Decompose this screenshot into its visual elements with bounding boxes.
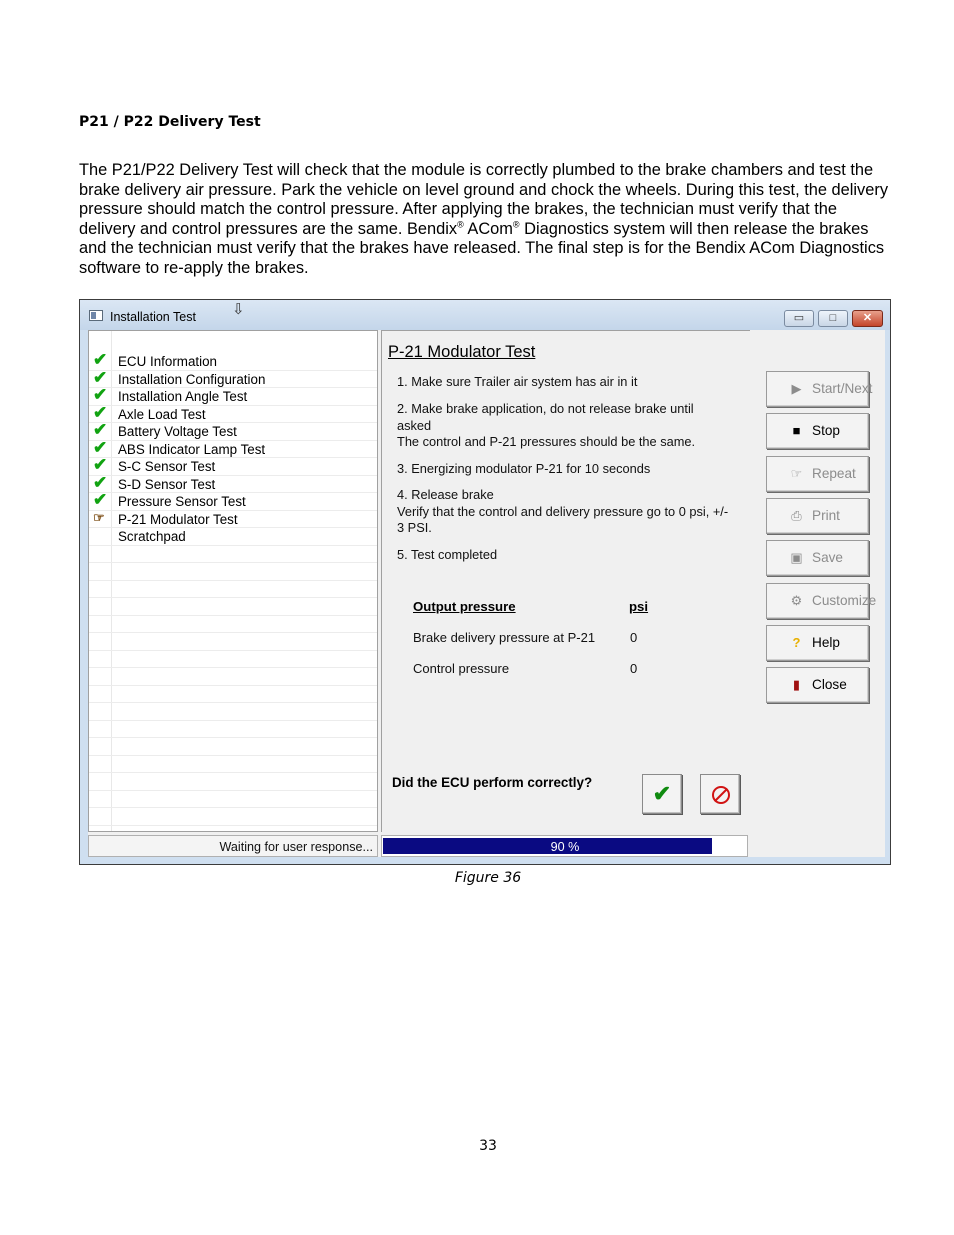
- repeat-icon: ☞: [790, 465, 803, 481]
- exit-door-icon: ▮: [792, 677, 801, 693]
- mouse-cursor-icon: ⇩: [232, 301, 245, 318]
- button-label: Customize: [812, 592, 877, 608]
- check-icon: ✔: [93, 490, 108, 509]
- button-column: [752, 330, 885, 832]
- yes-button[interactable]: [642, 774, 682, 814]
- list-item-label: S-D Sensor Test: [118, 476, 216, 492]
- check-icon: ✔: [93, 402, 108, 422]
- intro-paragraph: [79, 161, 894, 279]
- button-label: Repeat: [812, 465, 856, 481]
- test-panel: [381, 330, 750, 832]
- list-item-empty: [89, 686, 378, 704]
- maximize-button[interactable]: □: [818, 310, 848, 327]
- output-row-label: Brake delivery pressure at P-21: [413, 630, 596, 645]
- list-item[interactable]: [89, 385, 378, 406]
- window-close-button[interactable]: ✕: [852, 310, 883, 327]
- list-item[interactable]: [89, 420, 378, 441]
- button-label: Close: [812, 677, 847, 693]
- list-item-label: Installation Configuration: [118, 371, 266, 387]
- progress-bar: [381, 835, 748, 857]
- no-button[interactable]: [700, 774, 740, 814]
- floppy-disk-icon: ▣: [790, 550, 803, 566]
- printer-icon: ⎙: [791, 507, 802, 523]
- check-icon: ✔: [93, 420, 108, 439]
- window-title: Installation Test: [110, 310, 196, 324]
- list-item-empty: [89, 791, 378, 809]
- button-label: Save: [812, 550, 843, 566]
- help-button[interactable]: [766, 625, 869, 661]
- stop-button[interactable]: [766, 413, 869, 449]
- title-bar[interactable]: [80, 300, 890, 330]
- window-app-icon: [89, 310, 103, 321]
- button-label: Stop: [812, 423, 840, 439]
- paragraph-part-2: ACom: [463, 219, 513, 238]
- play-icon: ▶: [791, 381, 802, 396]
- list-item-empty: [89, 546, 378, 564]
- step-4: [397, 487, 747, 537]
- stop-icon: ■: [792, 423, 801, 439]
- list-item[interactable]: [89, 511, 378, 529]
- section-heading: P21 / P22 Delivery Test: [79, 114, 261, 130]
- paragraph-part-1: The P21/P22 Delivery Test will check that the module is correctly plumbed to the brake chambers and test the brake delivery air pressure. Park the vehicle on level ground and chock the wheels. During this test, the delivery pressure should match the control pressure. After applying the brakes, the technician must verify that the delivery and control pressures are the same. Bendix: [79, 161, 889, 238]
- list-item-empty: [89, 616, 378, 634]
- prohibited-icon: [712, 786, 730, 804]
- output-row-value: 0: [630, 630, 638, 645]
- list-item[interactable]: [89, 472, 378, 494]
- button-label: Help: [812, 634, 840, 650]
- list-item-empty: [89, 773, 378, 791]
- button-label: Start/Next: [812, 381, 873, 396]
- test-title: P-21 Modulator Test: [388, 343, 536, 361]
- test-list[interactable]: [88, 330, 378, 832]
- print-button[interactable]: [766, 498, 869, 534]
- button-label: Print: [812, 507, 840, 523]
- list-item-empty: [89, 756, 378, 774]
- list-item[interactable]: [89, 528, 378, 546]
- list-item-empty: [89, 703, 378, 721]
- save-button[interactable]: [766, 540, 869, 576]
- list-item-empty: [89, 651, 378, 669]
- list-item[interactable]: [89, 350, 378, 371]
- checkmark-icon: ✔: [652, 781, 672, 806]
- minimize-button[interactable]: ▭: [784, 310, 814, 327]
- list-item-label: Installation Angle Test: [118, 389, 248, 404]
- list-item-empty: [89, 598, 378, 616]
- list-item-label: Scratchpad: [118, 529, 186, 544]
- output-row-value: 0: [630, 661, 638, 676]
- ecu-question: Did the ECU perform correctly?: [392, 775, 593, 790]
- installation-test-window: [79, 299, 891, 865]
- step-2: [397, 401, 747, 451]
- step-line: 2. Make brake application, do not release brake until: [397, 401, 694, 416]
- check-icon: ✔: [93, 455, 108, 474]
- list-item-label: ABS Indicator Lamp Test: [118, 441, 266, 457]
- step-1: [397, 374, 747, 391]
- check-icon: ✔: [93, 350, 108, 369]
- figure-caption: Figure 36: [454, 870, 522, 886]
- list-item-label: P-21 Modulator Test: [118, 511, 238, 527]
- list-item-label: S-C Sensor Test: [118, 459, 216, 474]
- repeat-button[interactable]: [766, 456, 869, 492]
- list-item-empty: [89, 581, 378, 599]
- list-item-label: Axle Load Test: [118, 406, 206, 422]
- unit-header: psi: [629, 599, 649, 614]
- list-item-empty: [89, 668, 378, 686]
- status-bar: [88, 835, 378, 857]
- step-line: 4. Release brake: [397, 487, 494, 502]
- registered-mark: ®: [457, 219, 464, 230]
- close-button[interactable]: [766, 667, 869, 703]
- window-client-area: [88, 330, 885, 857]
- output-row-label: Control pressure: [413, 661, 510, 676]
- list-item-empty: [89, 738, 378, 756]
- step-line: Verify that the control and delivery pressure go to 0 psi, +/-: [397, 503, 729, 519]
- pointing-hand-icon: ☞: [93, 509, 105, 525]
- list-item-label: Pressure Sensor Test: [118, 494, 246, 509]
- start-next-button[interactable]: [766, 371, 873, 407]
- list-item[interactable]: [89, 367, 378, 389]
- step-line: 3. Energizing modulator P-21 for 10 seconds: [397, 461, 651, 476]
- step-line: asked: [397, 417, 432, 433]
- progress-label: 90 %: [550, 840, 580, 854]
- customize-icon: ⚙: [790, 592, 803, 608]
- list-item[interactable]: [89, 402, 378, 424]
- check-icon: ✔: [93, 472, 108, 492]
- step-3: [397, 461, 747, 478]
- list-item-empty: [89, 563, 378, 581]
- step-line: 3 PSI.: [397, 520, 432, 535]
- customize-button[interactable]: [766, 583, 877, 619]
- status-message: Waiting for user response...: [219, 840, 373, 854]
- paragraph-part-3: Diagnostics system will then release the brakes and the technician must verify that the brakes have released. The final step is for the Bendix ACom Diagnostics software to re-apply the brakes.: [79, 219, 885, 277]
- list-item[interactable]: [89, 455, 378, 476]
- help-icon: ?: [792, 634, 801, 650]
- step-line: The control and P-21 pressures should be the same.: [397, 434, 696, 449]
- list-item-empty: [89, 808, 378, 826]
- check-icon: ✔: [93, 385, 108, 404]
- page-number: 33: [479, 1138, 497, 1154]
- registered-mark: ®: [512, 219, 520, 230]
- output-pressure-header: Output pressure: [413, 599, 516, 614]
- list-item[interactable]: [89, 490, 378, 511]
- list-item-label: Battery Voltage Test: [118, 424, 237, 439]
- step-line: 5. Test completed: [397, 547, 498, 562]
- list-item-label: ECU Information: [118, 354, 217, 369]
- list-item-empty: [89, 633, 378, 651]
- step-5: [397, 547, 747, 564]
- list-item[interactable]: [89, 437, 378, 459]
- check-icon: ✔: [93, 437, 108, 457]
- check-icon: ✔: [93, 367, 108, 387]
- step-line: 1. Make sure Trailer air system has air in it: [397, 374, 638, 389]
- list-item-empty: [89, 721, 378, 739]
